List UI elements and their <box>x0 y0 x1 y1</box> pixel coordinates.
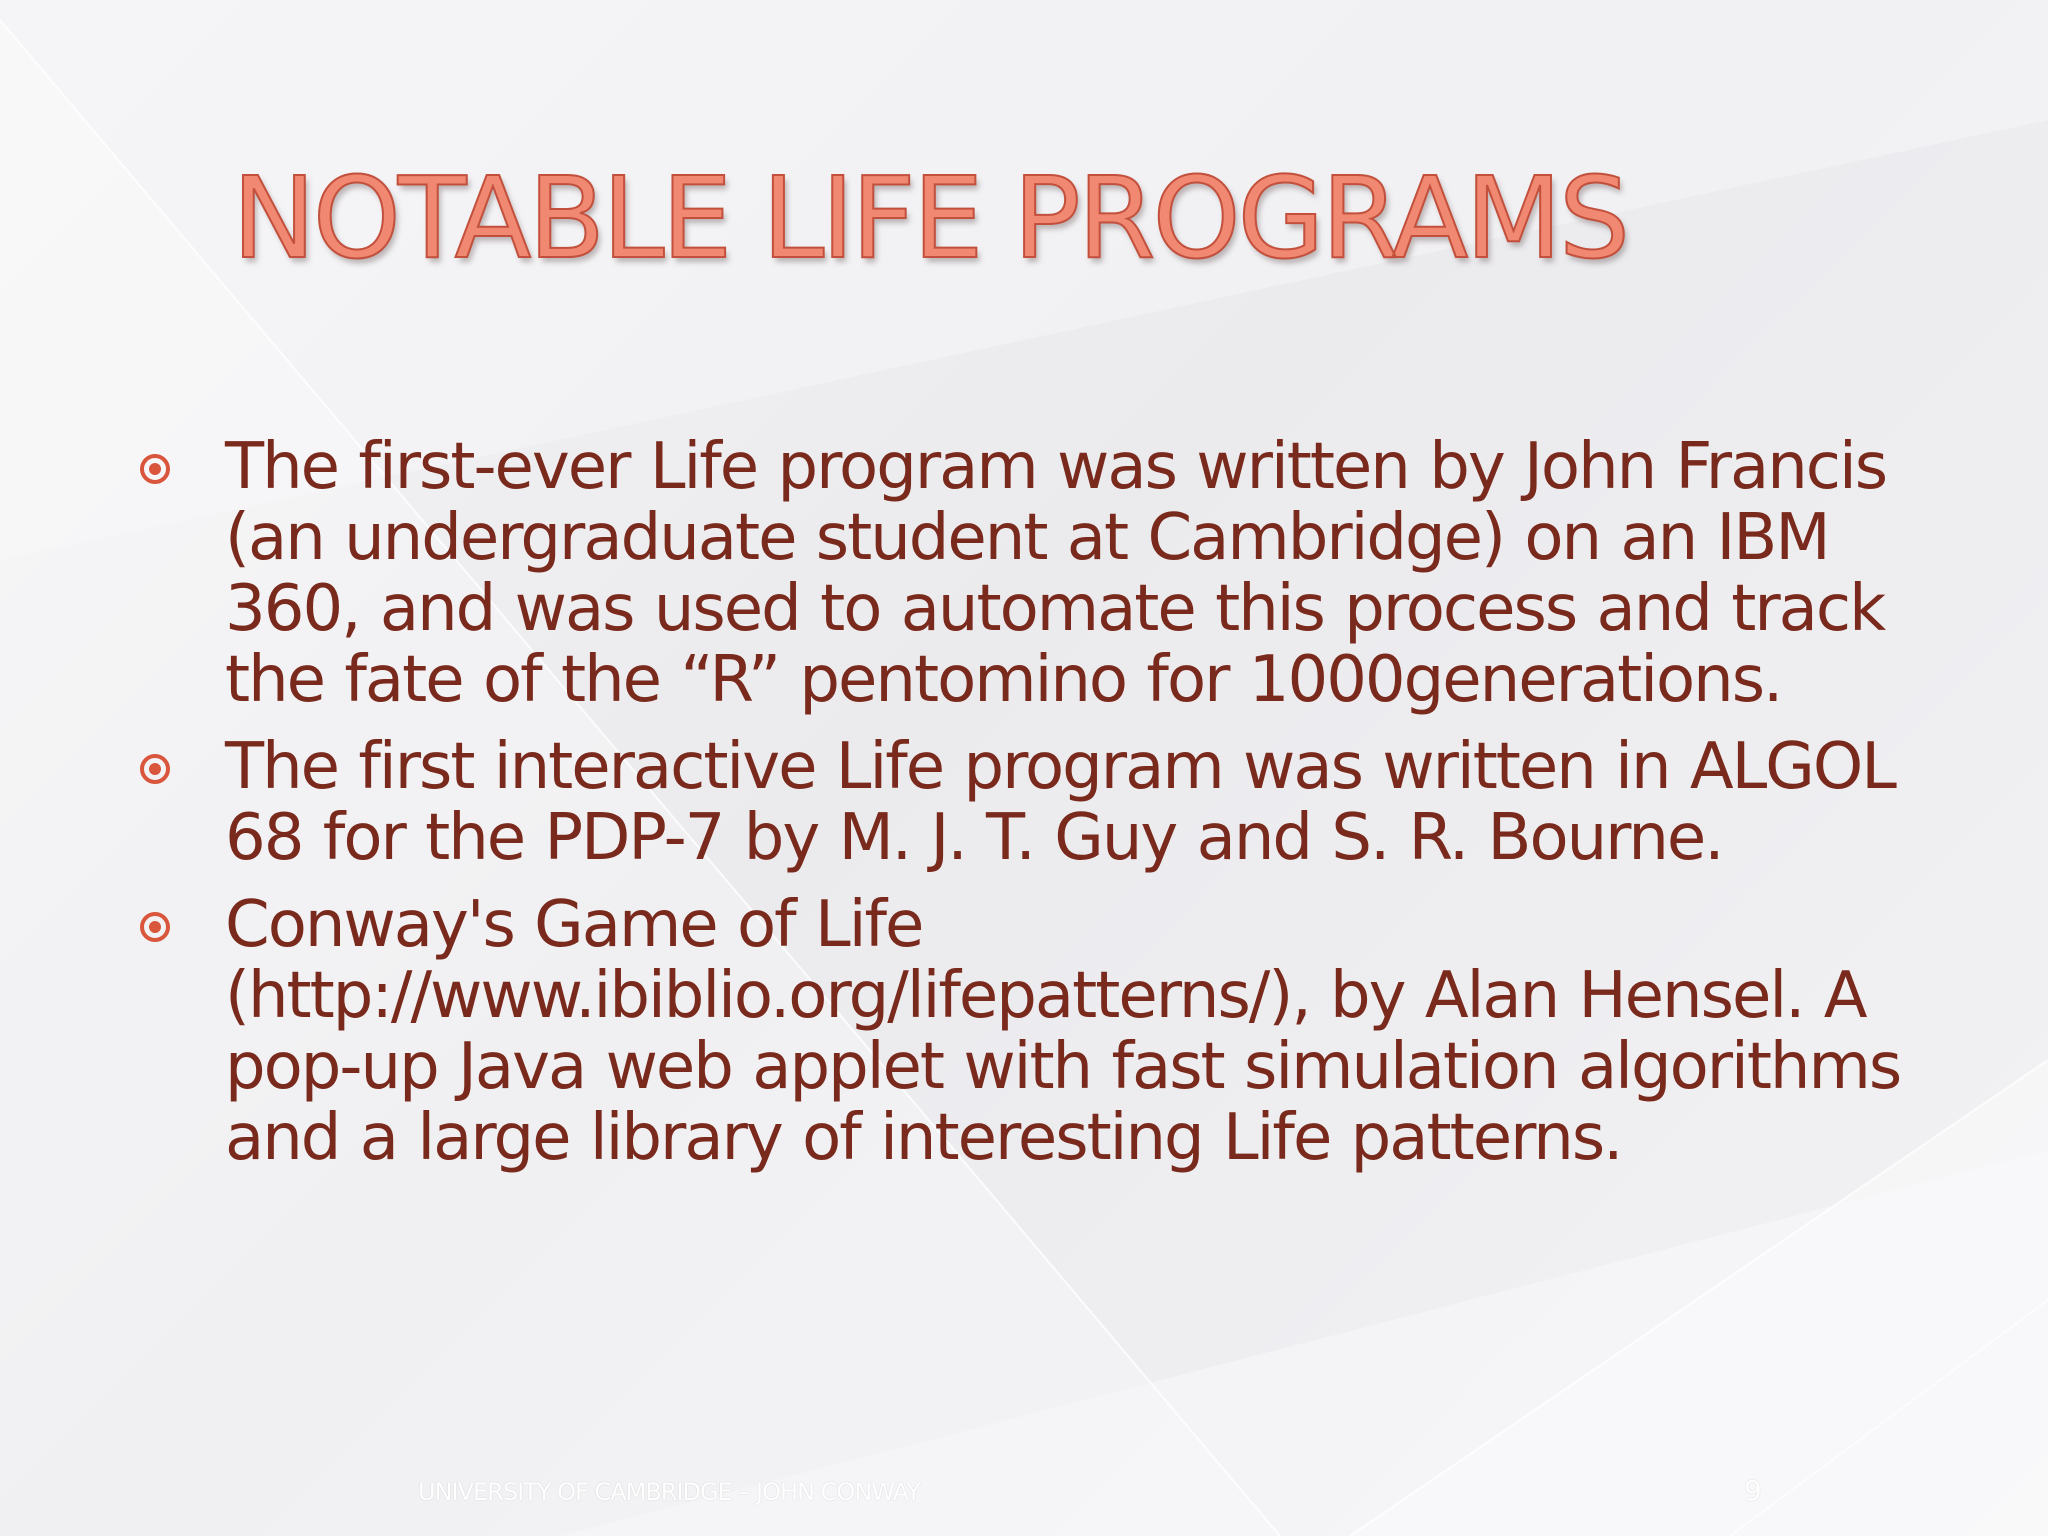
slide-title: NOTABLE LIFE PROGRAMS <box>232 154 1628 284</box>
bullet-text: Conway's Game of Life (http://www.ibiblio.org/lifepatterns/), by Alan Hensel. A pop-up Java web applet with fast simulation algorithms and a large library of interesting Life patterns. <box>225 888 1901 1175</box>
bullet-item <box>140 890 1940 1174</box>
bullet-text: The first-ever Life program was written by John Francis (an undergraduate student at Cambridge) on an IBM 360, and was used to automate this process and track the fate of the “R” pentomino for 1000generations. <box>225 430 1887 717</box>
bullet-text: The first interactive Life program was written in ALGOL 68 for the PDP-7 by M. J. T. Guy and S. R. Bourne. <box>225 730 1895 875</box>
bullet-list <box>140 432 1940 1190</box>
bullet-item <box>140 732 1940 874</box>
circled-dot-icon <box>140 912 170 942</box>
page-number: 9 <box>1744 1474 1762 1507</box>
slide-footer: UNIVERSITY OF CAMBRIDGE – JOHN CONWAY <box>418 1478 920 1506</box>
circled-dot-icon <box>140 454 170 484</box>
circled-dot-icon <box>140 754 170 784</box>
bullet-item <box>140 432 1940 716</box>
